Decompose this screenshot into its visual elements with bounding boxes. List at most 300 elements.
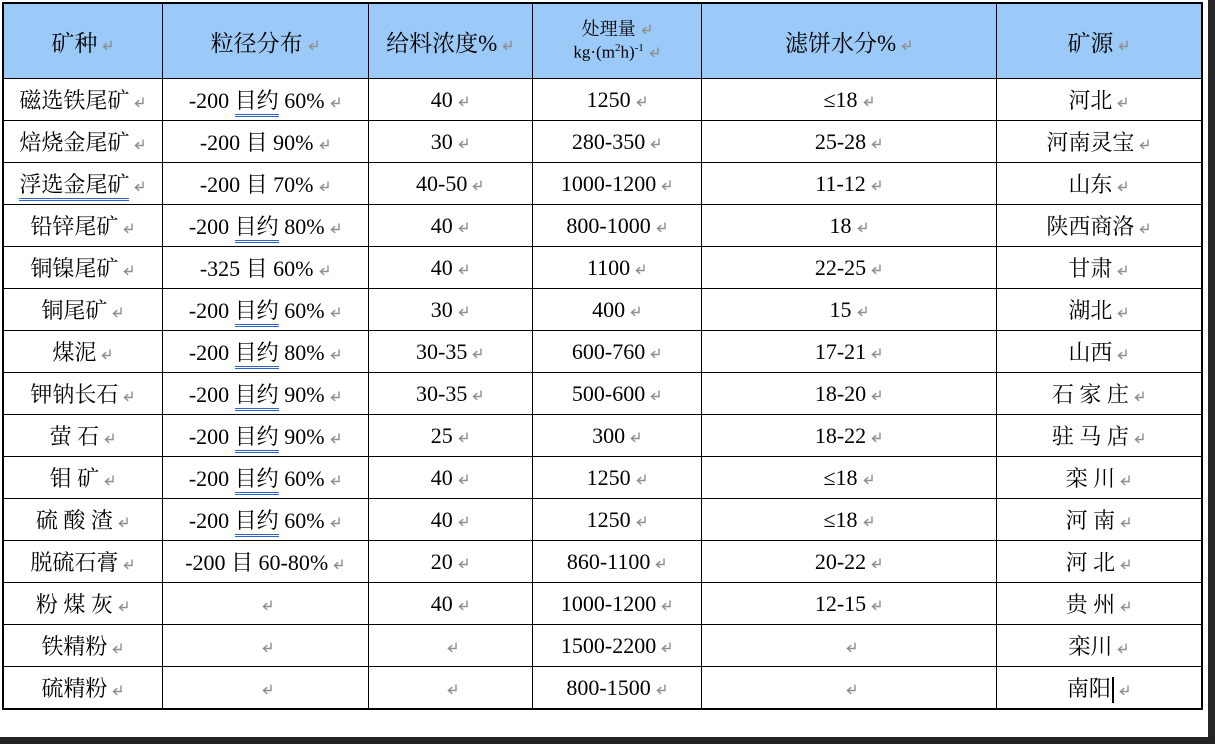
cell-text: 铜尾矿 (41, 298, 108, 323)
cell-text: 铁精粉 (41, 634, 108, 659)
document-table-container (2, 2, 1205, 710)
cell-ore[interactable] (3, 121, 162, 163)
paragraph-mark-icon (659, 592, 673, 618)
paragraph-mark-icon (855, 214, 869, 240)
cell-ore[interactable] (3, 205, 162, 247)
cell-conc[interactable] (368, 667, 532, 710)
paragraph-mark-icon (1118, 467, 1132, 493)
cell-text: 30 (430, 296, 453, 322)
paragraph-mark-icon (260, 676, 274, 702)
header-ore-label: 矿种 (51, 30, 98, 56)
cell-text: 钼 矿 (49, 466, 100, 491)
paragraph-mark-icon (648, 130, 662, 156)
cell-conc[interactable] (368, 415, 532, 457)
paragraph-mark-icon (317, 131, 331, 157)
header-cap-unit-sup2: -1 (634, 42, 644, 55)
paragraph-mark-icon (844, 676, 858, 702)
cell-size[interactable] (162, 499, 368, 541)
cell-src[interactable] (996, 289, 1202, 331)
cell-src[interactable] (996, 79, 1202, 121)
cell-conc[interactable] (368, 499, 532, 541)
cell-conc[interactable] (368, 373, 532, 415)
paragraph-mark-icon (1115, 173, 1129, 199)
cell-text: 22-25 (814, 254, 867, 280)
paragraph-mark-icon (634, 508, 648, 534)
cell-text: 40-50 (416, 170, 468, 196)
paragraph-mark-icon (653, 550, 667, 576)
paragraph-mark-icon (500, 32, 514, 58)
cell-text: 1000-1200 (560, 170, 657, 196)
cell-text: 20-22 (814, 548, 867, 574)
paragraph-mark-icon (633, 256, 647, 282)
table-row (3, 583, 1202, 625)
cell-ore[interactable] (3, 163, 162, 205)
table-row (3, 247, 1202, 289)
cell-conc[interactable] (368, 247, 532, 289)
cell-moist[interactable] (702, 163, 996, 205)
paragraph-mark-icon (99, 341, 113, 367)
cell-text: 25 (430, 422, 453, 448)
header-size-label: 粒径分布 (210, 30, 303, 56)
cell-text: 40 (430, 86, 453, 112)
cell-conc[interactable] (368, 163, 532, 205)
table-row (3, 289, 1202, 331)
header-conc-label: 给料浓度% (386, 30, 498, 56)
paragraph-mark-icon (100, 32, 114, 58)
cell-text: -200 (188, 88, 235, 113)
cell-moist[interactable] (702, 625, 996, 667)
cell-size[interactable] (162, 667, 368, 710)
cell-conc[interactable] (368, 331, 532, 373)
cell-text: 萤 石 (49, 424, 100, 449)
paragraph-mark-icon (470, 382, 484, 408)
cell-cap[interactable] (532, 541, 701, 583)
cell-cap[interactable] (532, 583, 701, 625)
paragraph-mark-icon (869, 130, 883, 156)
cell-text: 钾钠长石 (30, 382, 119, 407)
cell-text: 1250 (586, 86, 631, 112)
paragraph-mark-icon (639, 18, 653, 42)
cell-text: 目约 (235, 466, 279, 495)
cell-ore[interactable] (3, 541, 162, 583)
cell-size[interactable] (162, 205, 368, 247)
paragraph-mark-icon (116, 509, 130, 535)
header-cap-unit-b1: kg·(m (573, 43, 615, 62)
window-bottom-edge (0, 737, 1215, 744)
paragraph-mark-icon (456, 424, 470, 450)
cell-cap[interactable] (532, 331, 701, 373)
paragraph-mark-icon (456, 508, 470, 534)
cell-text: -200 (188, 382, 235, 407)
paragraph-mark-icon (456, 550, 470, 576)
paragraph-mark-icon (648, 382, 662, 408)
cell-text: 30 (430, 128, 453, 154)
cell-text: 山东 (1068, 172, 1113, 197)
paragraph-mark-icon (869, 382, 883, 408)
cell-cap[interactable] (532, 79, 701, 121)
cell-text: -200 (188, 508, 235, 533)
cell-ore[interactable] (3, 415, 162, 457)
cell-text: 12-15 (814, 590, 867, 616)
paragraph-mark-icon (1118, 551, 1132, 577)
paragraph-mark-icon (1115, 89, 1129, 115)
cell-text: ≤18 (823, 464, 858, 490)
paragraph-mark-icon (116, 593, 130, 619)
cell-src[interactable] (996, 457, 1202, 499)
cell-ore[interactable] (3, 499, 162, 541)
cell-text: 400 (592, 296, 626, 322)
cell-src[interactable] (996, 499, 1202, 541)
paragraph-mark-icon (121, 257, 135, 283)
cell-text: 目约 (235, 382, 279, 411)
cell-text: 17-21 (814, 338, 867, 364)
cell-cap[interactable] (532, 205, 701, 247)
cell-text: 煤泥 (52, 340, 97, 365)
paragraph-mark-icon (328, 425, 342, 451)
cell-text: 800-1500 (566, 674, 651, 700)
cell-text: 甘肃 (1068, 256, 1113, 281)
paragraph-mark-icon (634, 466, 648, 492)
paragraph-mark-icon (260, 592, 274, 618)
cell-text: 河 北 (1065, 550, 1116, 575)
paragraph-mark-icon (634, 88, 648, 114)
table-body (3, 79, 1202, 710)
window-right-edge (1208, 0, 1215, 744)
cell-size[interactable] (162, 625, 368, 667)
cell-conc[interactable] (368, 289, 532, 331)
cell-size[interactable] (162, 415, 368, 457)
cell-moist[interactable] (702, 457, 996, 499)
cell-ore[interactable] (3, 583, 162, 625)
cell-cap[interactable] (532, 499, 701, 541)
paragraph-mark-icon (445, 634, 459, 660)
cell-text: 40 (430, 254, 453, 280)
table-row (3, 121, 1202, 163)
paragraph-mark-icon (102, 467, 116, 493)
cell-src[interactable] (996, 541, 1202, 583)
paragraph-mark-icon (328, 467, 342, 493)
paragraph-mark-icon (628, 298, 642, 324)
header-cap-unit-line (535, 41, 699, 65)
cell-text: -200 目 70% (199, 172, 314, 197)
cell-size[interactable] (162, 289, 368, 331)
cell-ore[interactable] (3, 373, 162, 415)
cell-text: 40 (430, 212, 453, 238)
paragraph-mark-icon (317, 173, 331, 199)
cell-text: 25-28 (814, 128, 867, 154)
cell-conc[interactable] (368, 79, 532, 121)
cell-text: -200 (188, 214, 235, 239)
paragraph-mark-icon (861, 466, 875, 492)
paragraph-mark-icon (110, 299, 124, 325)
paragraph-mark-icon (456, 88, 470, 114)
cell-text: 80% (278, 340, 325, 365)
cell-text: ≤18 (823, 86, 858, 112)
cell-text: 硫 酸 渣 (35, 508, 113, 533)
paragraph-mark-icon (1117, 677, 1131, 703)
cell-moist[interactable] (702, 331, 996, 373)
cell-cap[interactable] (532, 289, 701, 331)
cell-text: 目约 (235, 340, 279, 369)
header-size[interactable] (162, 3, 368, 79)
cell-ore[interactable] (3, 247, 162, 289)
cell-text: -200 (188, 424, 235, 449)
cell-moist[interactable] (702, 499, 996, 541)
paragraph-mark-icon (1115, 341, 1129, 367)
paragraph-mark-icon (659, 634, 673, 660)
cell-ore[interactable] (3, 331, 162, 373)
paragraph-mark-icon (102, 425, 116, 451)
cell-cap[interactable] (532, 163, 701, 205)
cell-text: 60% (278, 466, 325, 491)
cell-text: 1100 (587, 254, 631, 280)
cell-text: 90% (278, 382, 325, 407)
cell-src[interactable] (996, 121, 1202, 163)
paragraph-mark-icon (869, 550, 883, 576)
table-row (3, 373, 1202, 415)
paragraph-mark-icon (861, 88, 875, 114)
cell-text: 40 (430, 590, 453, 616)
header-ore[interactable] (3, 3, 162, 79)
cell-moist[interactable] (702, 373, 996, 415)
cell-text: 铅锌尾矿 (30, 214, 119, 239)
cell-text: -200 目 90% (199, 130, 314, 155)
cell-cap[interactable] (532, 373, 701, 415)
cell-src[interactable] (996, 625, 1202, 667)
cell-text: 脱硫石膏 (30, 550, 119, 575)
cell-ore[interactable] (3, 289, 162, 331)
header-cap-unit-b2: h) (620, 43, 635, 62)
paragraph-mark-icon (132, 131, 146, 157)
paragraph-mark-icon (260, 634, 274, 660)
paragraph-mark-icon (328, 299, 342, 325)
paragraph-mark-icon (470, 172, 484, 198)
cell-text: 80% (278, 214, 325, 239)
cell-size[interactable] (162, 121, 368, 163)
paragraph-mark-icon (456, 130, 470, 156)
cell-text: 粉 煤 灰 (35, 592, 113, 617)
cell-conc[interactable] (368, 457, 532, 499)
cell-src[interactable] (996, 667, 1202, 710)
paragraph-mark-icon (470, 340, 484, 366)
cell-src[interactable] (996, 373, 1202, 415)
header-moist[interactable] (702, 3, 996, 79)
header-src[interactable] (996, 3, 1202, 79)
paragraph-mark-icon (844, 634, 858, 660)
cell-conc[interactable] (368, 625, 532, 667)
cell-text: 铜镍尾矿 (30, 256, 119, 281)
cell-text: 驻 马 店 (1051, 424, 1129, 449)
header-conc[interactable] (368, 3, 532, 79)
table-row (3, 163, 1202, 205)
paragraph-mark-icon (1115, 635, 1129, 661)
cell-moist[interactable] (702, 541, 996, 583)
cell-src[interactable] (996, 163, 1202, 205)
paragraph-mark-icon (317, 257, 331, 283)
paragraph-mark-icon (445, 676, 459, 702)
paragraph-mark-icon (121, 215, 135, 241)
paragraph-mark-icon (1118, 509, 1132, 535)
paragraph-mark-icon (121, 551, 135, 577)
cell-moist[interactable] (702, 667, 996, 710)
cell-text: 栾川 (1068, 634, 1113, 659)
cell-size[interactable] (162, 247, 368, 289)
cell-conc[interactable] (368, 205, 532, 247)
cell-moist[interactable] (702, 583, 996, 625)
text-cursor (1112, 677, 1114, 703)
paragraph-mark-icon (654, 676, 668, 702)
cell-text: 河北 (1068, 88, 1113, 113)
cell-moist[interactable] (702, 121, 996, 163)
cell-text: -200 (188, 466, 235, 491)
paragraph-mark-icon (456, 256, 470, 282)
paragraph-mark-icon (132, 89, 146, 115)
cell-text: 18-20 (814, 380, 867, 406)
paragraph-mark-icon (869, 340, 883, 366)
cell-ore[interactable] (3, 79, 162, 121)
cell-size[interactable] (162, 79, 368, 121)
cell-cap[interactable] (532, 457, 701, 499)
cell-text: 18-22 (814, 422, 867, 448)
paragraph-mark-icon (1116, 32, 1130, 58)
cell-moist[interactable] (702, 415, 996, 457)
cell-text: 18 (829, 212, 852, 238)
cell-size[interactable] (162, 457, 368, 499)
paragraph-mark-icon (121, 383, 135, 409)
cell-text: 磁选铁尾矿 (19, 88, 130, 113)
cell-text: 栾 川 (1065, 466, 1116, 491)
cell-size[interactable] (162, 583, 368, 625)
cell-text: 目约 (235, 508, 279, 537)
cell-text: -325 目 60% (199, 256, 314, 281)
paragraph-mark-icon (456, 298, 470, 324)
cell-conc[interactable] (368, 541, 532, 583)
cell-src[interactable] (996, 415, 1202, 457)
cell-moist[interactable] (702, 79, 996, 121)
cell-text: 1000-1200 (560, 590, 657, 616)
cell-text: 60% (278, 88, 325, 113)
cell-text: 300 (592, 422, 626, 448)
cell-src[interactable] (996, 583, 1202, 625)
cell-text: ≤18 (823, 506, 858, 532)
cell-moist[interactable] (702, 205, 996, 247)
paragraph-mark-icon (1137, 131, 1151, 157)
header-cap-unit-sup1: 2 (614, 42, 621, 55)
cell-text: 浮选金尾矿 (19, 172, 129, 201)
cell-text: 1250 (586, 464, 631, 490)
header-cap-title: 处理量 (581, 19, 636, 40)
cell-src[interactable] (996, 205, 1202, 247)
paragraph-mark-icon (648, 340, 662, 366)
cell-text: 河南灵宝 (1046, 130, 1135, 155)
cell-text: 南阳 (1066, 675, 1111, 701)
cell-text: -200 目 60-80% (185, 550, 329, 575)
cell-size[interactable] (162, 331, 368, 373)
table-row (3, 499, 1202, 541)
paragraph-mark-icon (328, 383, 342, 409)
cell-moist[interactable] (702, 289, 996, 331)
cell-ore[interactable] (3, 667, 162, 710)
paragraph-mark-icon (869, 172, 883, 198)
cell-src[interactable] (996, 247, 1202, 289)
paragraph-mark-icon (869, 256, 883, 282)
paragraph-mark-icon (628, 424, 642, 450)
table-row (3, 331, 1202, 373)
paragraph-mark-icon (110, 635, 124, 661)
paragraph-mark-icon (456, 466, 470, 492)
cell-conc[interactable] (368, 583, 532, 625)
cell-text: 20 (430, 548, 453, 574)
ore-processing-table (2, 2, 1203, 710)
cell-conc[interactable] (368, 121, 532, 163)
cell-size[interactable] (162, 163, 368, 205)
cell-text: 860-1100 (566, 548, 651, 574)
cell-size[interactable] (162, 541, 368, 583)
header-src-label: 矿源 (1067, 30, 1114, 56)
cell-text: 硫精粉 (41, 676, 108, 701)
cell-text: 30-35 (416, 380, 468, 406)
cell-cap[interactable] (532, 415, 701, 457)
paragraph-mark-icon (328, 341, 342, 367)
cell-src[interactable] (996, 331, 1202, 373)
paragraph-mark-icon (899, 32, 913, 58)
paragraph-mark-icon (331, 551, 345, 577)
cell-text: 石 家 庄 (1051, 382, 1129, 407)
cell-cap[interactable] (532, 247, 701, 289)
paragraph-mark-icon (456, 592, 470, 618)
cell-moist[interactable] (702, 247, 996, 289)
paragraph-mark-icon (110, 677, 124, 703)
cell-text: -200 (188, 340, 235, 365)
paragraph-mark-icon (1132, 383, 1146, 409)
cell-text: 目约 (235, 214, 279, 243)
paragraph-mark-icon (328, 89, 342, 115)
cell-text: 湖北 (1068, 298, 1113, 323)
cell-text: 600-760 (571, 338, 646, 364)
cell-text: 河 南 (1065, 508, 1116, 533)
table-row (3, 205, 1202, 247)
cell-text: 40 (430, 464, 453, 490)
cell-cap[interactable] (532, 625, 701, 667)
cell-ore[interactable] (3, 625, 162, 667)
table-row (3, 541, 1202, 583)
paragraph-mark-icon (328, 509, 342, 535)
cell-text: 500-600 (571, 380, 646, 406)
cell-text: 山西 (1068, 340, 1113, 365)
paragraph-mark-icon (328, 215, 342, 241)
cell-text: 60% (278, 298, 325, 323)
cell-size[interactable] (162, 373, 368, 415)
cell-text: 焙烧金尾矿 (19, 130, 130, 155)
table-row (3, 625, 1202, 667)
header-moist-label: 滤饼水分% (784, 30, 897, 56)
cell-text: 11-12 (815, 170, 866, 196)
paragraph-mark-icon (132, 173, 146, 199)
cell-text: 800-1000 (566, 212, 651, 238)
paragraph-mark-icon (869, 424, 883, 450)
cell-text: 30-35 (416, 338, 468, 364)
paragraph-mark-icon (1115, 299, 1129, 325)
cell-text: 60% (278, 508, 325, 533)
cell-ore[interactable] (3, 457, 162, 499)
cell-text: 贵 州 (1065, 592, 1116, 617)
header-cap[interactable] (532, 3, 701, 79)
paragraph-mark-icon (647, 43, 661, 66)
cell-cap[interactable] (532, 667, 701, 710)
paragraph-mark-icon (659, 172, 673, 198)
cell-cap[interactable] (532, 121, 701, 163)
cell-text: 目约 (235, 424, 279, 453)
